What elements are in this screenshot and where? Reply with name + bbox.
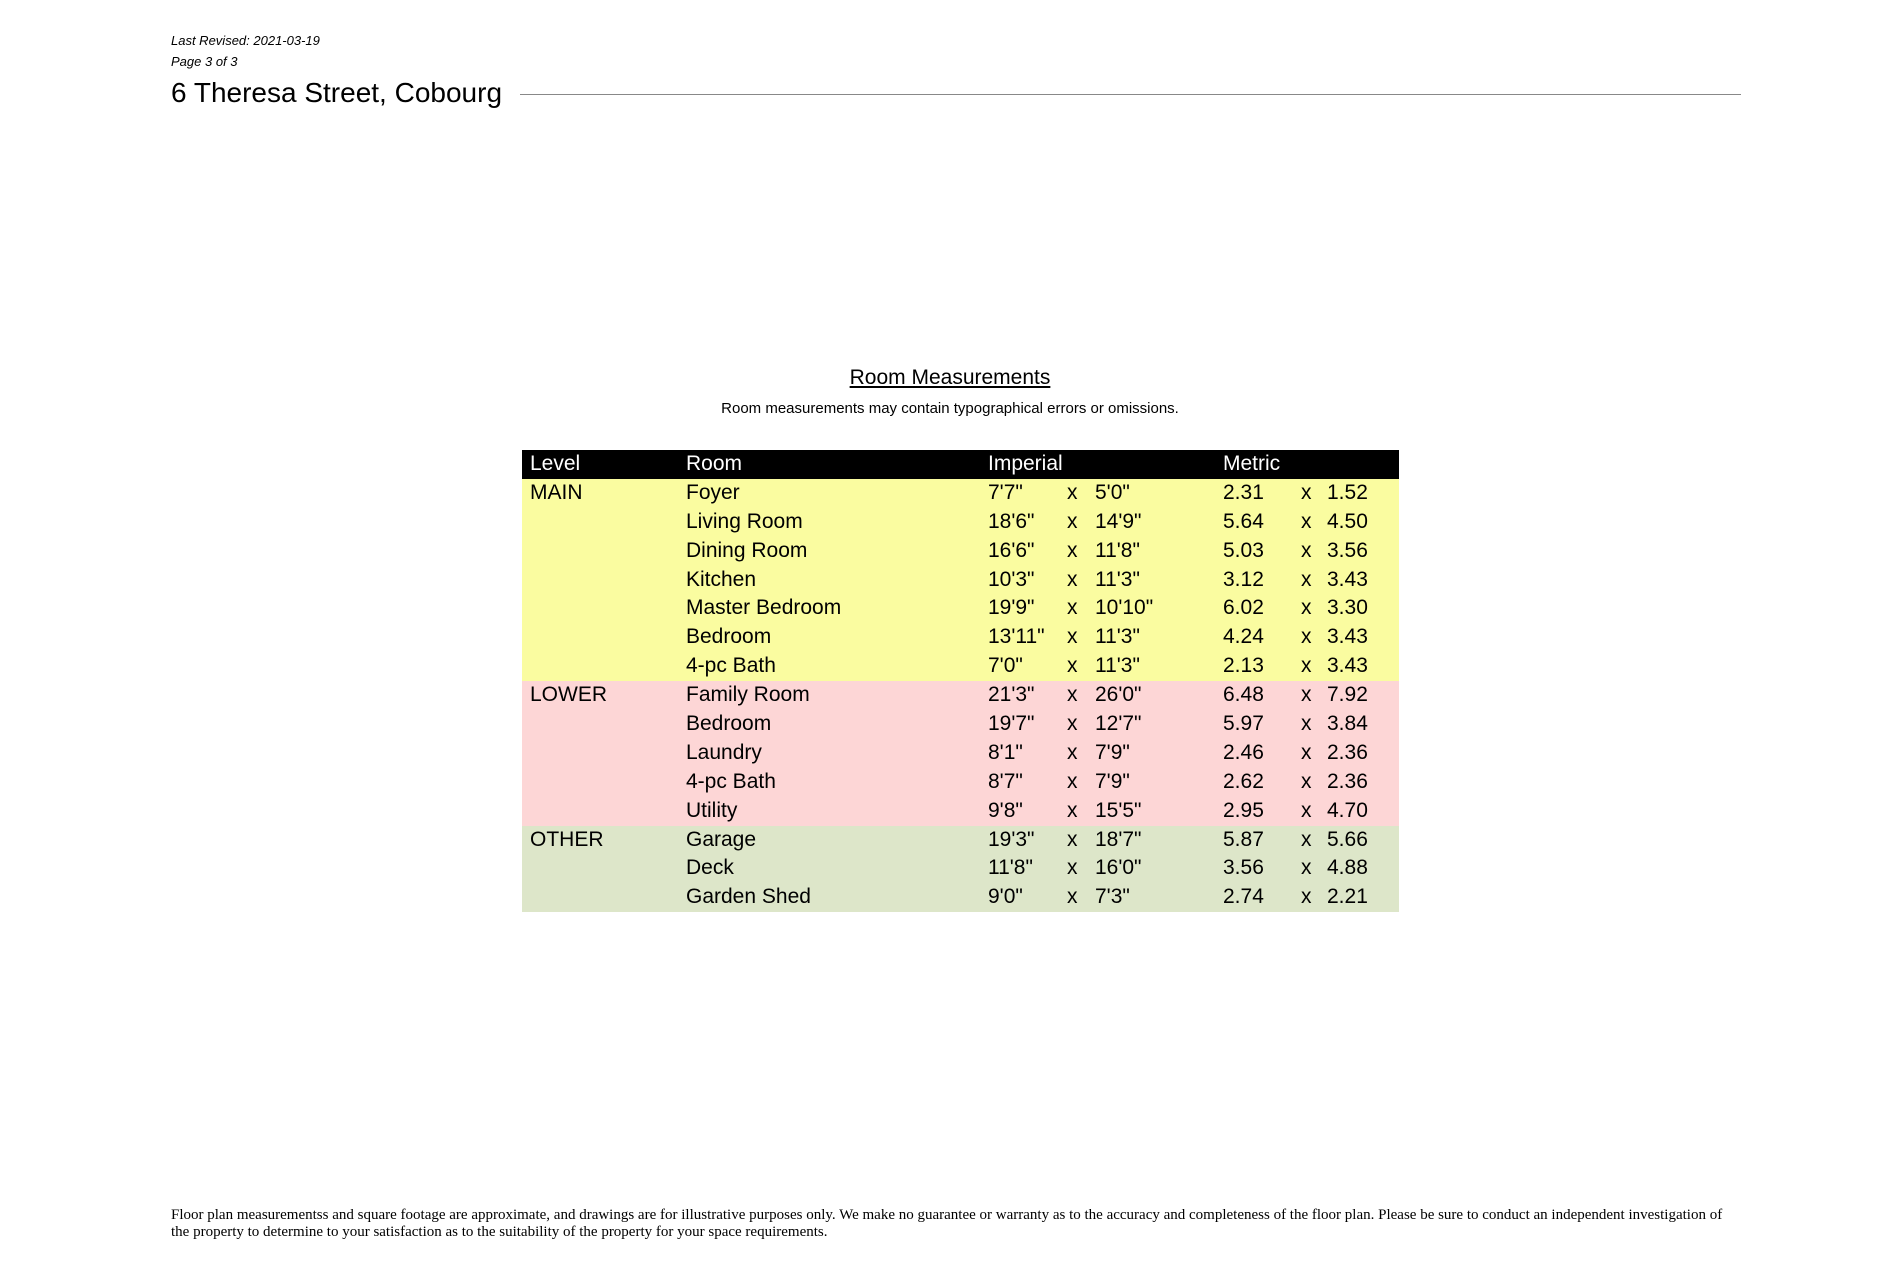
imperial-times-sign: x (1067, 567, 1078, 591)
imperial-width-cell: 7'7" (988, 480, 1023, 504)
room-name-cell: Deck (686, 856, 734, 880)
metric-times-sign: x (1301, 596, 1312, 620)
table-row (522, 739, 1399, 768)
table-row (522, 797, 1399, 826)
imperial-times-sign: x (1067, 538, 1078, 562)
table-row (522, 768, 1399, 797)
room-name-cell: 4-pc Bath (686, 769, 776, 793)
imperial-width-cell: 7'0" (988, 654, 1023, 678)
metric-times-sign: x (1301, 509, 1312, 533)
imperial-width-cell: 11'8" (988, 856, 1033, 880)
imperial-times-sign: x (1067, 740, 1078, 764)
imperial-length-cell: 10'10" (1095, 596, 1154, 620)
imperial-length-cell: 11'8" (1095, 538, 1140, 562)
column-header-level: Level (530, 452, 581, 475)
imperial-times-sign: x (1067, 654, 1078, 678)
imperial-times-sign: x (1067, 596, 1078, 620)
metric-times-sign: x (1301, 712, 1312, 736)
table-row (522, 623, 1399, 652)
metric-width-cell: 2.74 (1223, 885, 1264, 909)
metric-width-cell: 5.87 (1223, 827, 1264, 851)
table-header (522, 450, 1399, 479)
metric-length-cell: 7.92 (1327, 683, 1368, 707)
imperial-times-sign: x (1067, 712, 1078, 736)
imperial-width-cell: 8'7" (988, 769, 1023, 793)
imperial-length-cell: 5'0" (1095, 480, 1130, 504)
imperial-times-sign: x (1067, 798, 1078, 822)
imperial-width-cell: 13'11" (988, 625, 1045, 649)
metric-length-cell: 2.36 (1327, 769, 1368, 793)
room-measurements-table (522, 450, 1399, 912)
imperial-width-cell: 8'1" (988, 740, 1023, 764)
imperial-length-cell: 7'9" (1095, 769, 1130, 793)
room-name-cell: Laundry (686, 740, 762, 764)
metric-times-sign: x (1301, 567, 1312, 591)
section-subtitle: Room measurements may contain typographical errors or omissions. (721, 400, 1179, 417)
imperial-width-cell: 19'3" (988, 827, 1035, 851)
room-name-cell: Family Room (686, 683, 810, 707)
table-row (522, 883, 1399, 912)
metric-width-cell: 5.64 (1223, 509, 1264, 533)
metric-times-sign: x (1301, 740, 1312, 764)
metric-times-sign: x (1301, 683, 1312, 707)
metric-times-sign: x (1301, 885, 1312, 909)
metric-length-cell: 5.66 (1327, 827, 1368, 851)
table-row (522, 826, 1399, 855)
metric-times-sign: x (1301, 827, 1312, 851)
metric-width-cell: 2.13 (1223, 654, 1264, 678)
imperial-width-cell: 16'6" (988, 538, 1035, 562)
metric-times-sign: x (1301, 856, 1312, 880)
metric-length-cell: 3.30 (1327, 596, 1368, 620)
metric-width-cell: 3.56 (1223, 856, 1264, 880)
metric-times-sign: x (1301, 480, 1312, 504)
room-name-cell: Bedroom (686, 625, 772, 649)
imperial-length-cell: 14'9" (1095, 509, 1142, 533)
imperial-times-sign: x (1067, 856, 1078, 880)
imperial-length-cell: 15'5" (1095, 798, 1142, 822)
column-header-room: Room (686, 452, 743, 475)
table-row (522, 508, 1399, 537)
metric-width-cell: 3.12 (1223, 567, 1264, 591)
room-name-cell: 4-pc Bath (686, 654, 776, 678)
metric-width-cell: 2.31 (1223, 480, 1264, 504)
level-cell: MAIN (530, 480, 583, 504)
imperial-length-cell: 16'0" (1095, 856, 1142, 880)
metric-length-cell: 1.52 (1327, 480, 1368, 504)
metric-width-cell: 5.03 (1223, 538, 1264, 562)
metric-length-cell: 4.50 (1327, 509, 1368, 533)
room-name-cell: Foyer (686, 480, 740, 504)
imperial-width-cell: 21'3" (988, 683, 1035, 707)
metric-width-cell: 2.62 (1223, 769, 1264, 793)
metric-length-cell: 4.88 (1327, 856, 1368, 880)
imperial-times-sign: x (1067, 827, 1078, 851)
metric-width-cell: 6.48 (1223, 683, 1264, 707)
header-rule (520, 94, 1741, 95)
last-revised: Last Revised: 2021-03-19 (171, 33, 320, 48)
metric-times-sign: x (1301, 625, 1312, 649)
metric-width-cell: 4.24 (1223, 625, 1264, 649)
imperial-length-cell: 7'9" (1095, 740, 1130, 764)
imperial-width-cell: 9'0" (988, 885, 1023, 909)
metric-length-cell: 3.56 (1327, 538, 1368, 562)
imperial-length-cell: 11'3" (1095, 625, 1140, 649)
table-row (522, 566, 1399, 595)
room-name-cell: Living Room (686, 509, 803, 533)
room-name-cell: Garage (686, 827, 757, 851)
property-address: 6 Theresa Street, Cobourg (171, 77, 503, 108)
metric-length-cell: 2.21 (1327, 885, 1368, 909)
metric-width-cell: 2.46 (1223, 740, 1264, 764)
room-name-cell: Garden Shed (686, 885, 811, 909)
imperial-length-cell: 11'3" (1095, 567, 1140, 591)
level-cell: LOWER (530, 683, 608, 707)
metric-times-sign: x (1301, 538, 1312, 562)
column-header-imperial: Imperial (988, 452, 1063, 475)
metric-length-cell: 3.84 (1327, 712, 1368, 736)
table-body (522, 479, 1399, 912)
metric-length-cell: 4.70 (1327, 798, 1368, 822)
imperial-width-cell: 18'6" (988, 509, 1035, 533)
table-row (522, 594, 1399, 623)
table-row (522, 710, 1399, 739)
disclaimer: Floor plan measurementss and square footage are approximate, and drawings are for illustrative purposes only. We make no guarantee or warranty as to the accuracy and completeness of the floor plan. Please be sure to conduct an independent investigation of the property to determine to your satisfaction as to the suitability of the property for your space requirements. (171, 1207, 1723, 1240)
imperial-width-cell: 10'3" (988, 567, 1035, 591)
page-number: Page 3 of 3 (171, 54, 238, 69)
level-cell: OTHER (530, 827, 604, 851)
imperial-times-sign: x (1067, 769, 1078, 793)
section-title: Room Measurements (849, 366, 1051, 389)
room-name-cell: Kitchen (686, 567, 757, 591)
table-row (522, 681, 1399, 710)
metric-length-cell: 3.43 (1327, 654, 1368, 678)
imperial-length-cell: 18'7" (1095, 827, 1142, 851)
imperial-length-cell: 12'7" (1095, 712, 1142, 736)
metric-times-sign: x (1301, 798, 1312, 822)
room-name-cell: Utility (686, 798, 738, 822)
metric-width-cell: 2.95 (1223, 798, 1264, 822)
metric-width-cell: 5.97 (1223, 712, 1264, 736)
table-row (522, 854, 1399, 883)
imperial-width-cell: 9'8" (988, 798, 1023, 822)
document-header (171, 76, 1741, 110)
imperial-times-sign: x (1067, 509, 1078, 533)
imperial-width-cell: 19'7" (988, 712, 1035, 736)
metric-times-sign: x (1301, 654, 1312, 678)
room-name-cell: Master Bedroom (686, 596, 842, 620)
imperial-times-sign: x (1067, 625, 1078, 649)
table-row (522, 537, 1399, 566)
imperial-length-cell: 7'3" (1095, 885, 1130, 909)
imperial-times-sign: x (1067, 885, 1078, 909)
metric-length-cell: 2.36 (1327, 740, 1368, 764)
metric-width-cell: 6.02 (1223, 596, 1264, 620)
imperial-times-sign: x (1067, 683, 1078, 707)
metric-length-cell: 3.43 (1327, 625, 1368, 649)
metric-times-sign: x (1301, 769, 1312, 793)
imperial-length-cell: 26'0" (1095, 683, 1142, 707)
room-name-cell: Dining Room (686, 538, 808, 562)
room-name-cell: Bedroom (686, 712, 772, 736)
metric-length-cell: 3.43 (1327, 567, 1368, 591)
imperial-width-cell: 19'9" (988, 596, 1035, 620)
table-row (522, 479, 1399, 508)
table-row (522, 652, 1399, 681)
imperial-length-cell: 11'3" (1095, 654, 1140, 678)
imperial-times-sign: x (1067, 480, 1078, 504)
column-header-metric: Metric (1223, 452, 1281, 475)
